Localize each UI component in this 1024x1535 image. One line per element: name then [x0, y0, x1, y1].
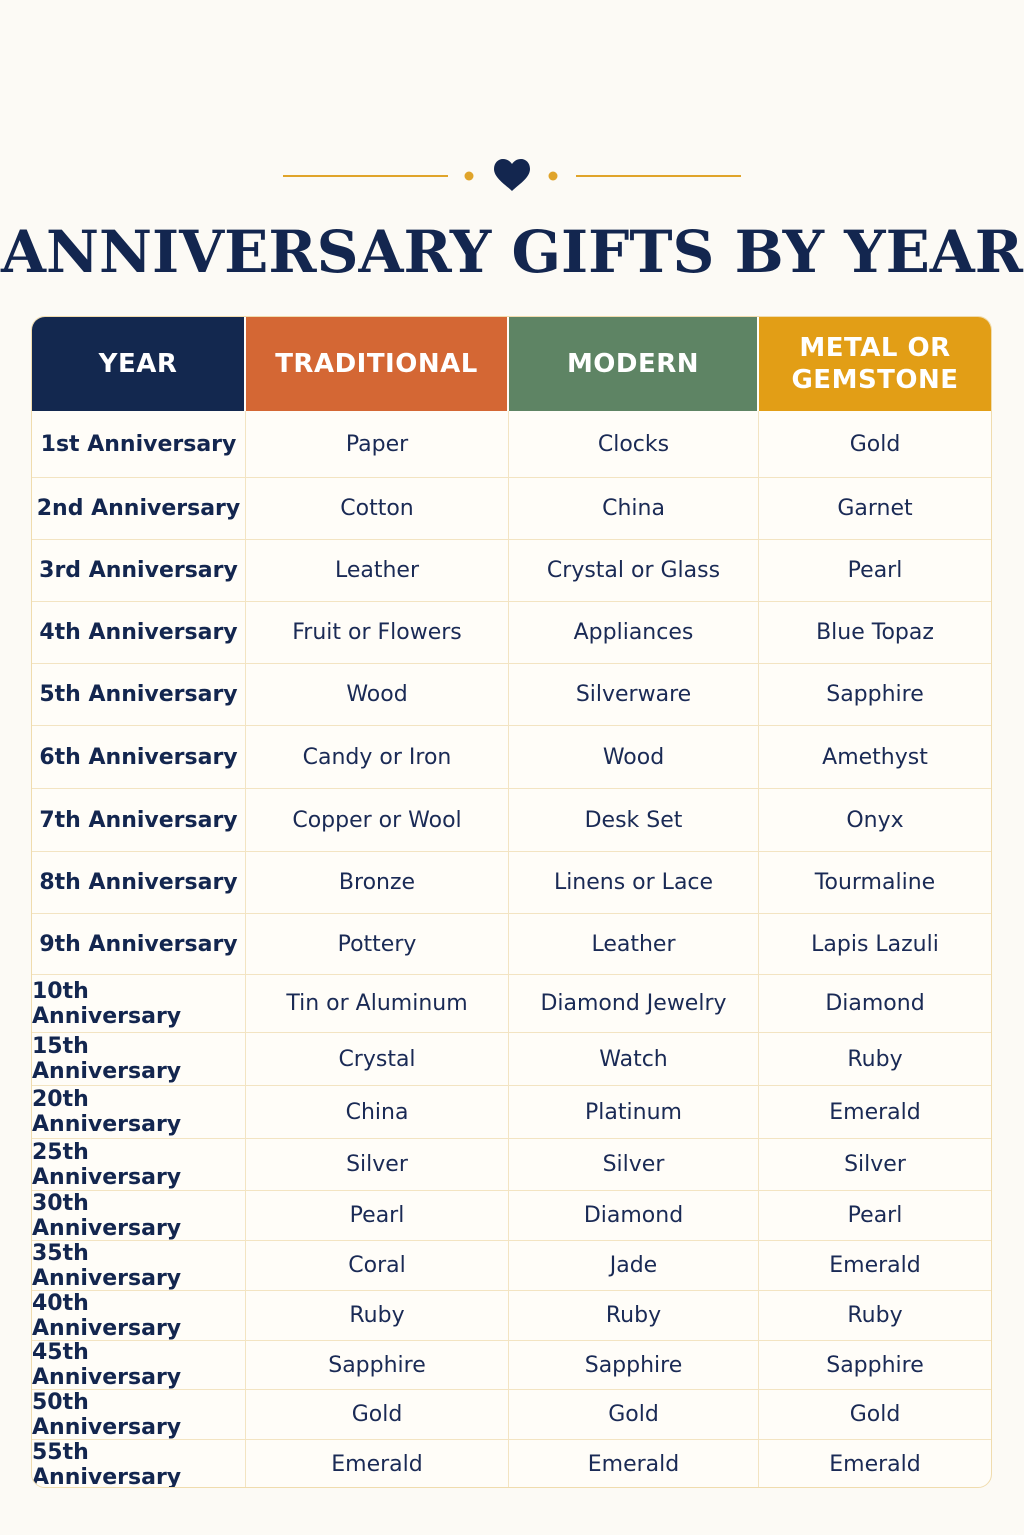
- metal-gemstone-cell: Garnet: [837, 496, 913, 521]
- traditional-cell: Sapphire: [246, 1341, 509, 1389]
- modern-cell: Gold: [509, 1390, 759, 1439]
- traditional-cell: Fruit or Flowers: [246, 602, 509, 663]
- modern-cell: Silver: [509, 1139, 759, 1190]
- year-cell: 5th Anniversary: [32, 664, 246, 725]
- modern-cell: Wood: [509, 726, 759, 788]
- year-cell: 9th Anniversary: [32, 914, 246, 974]
- title-ornament: [0, 150, 1024, 200]
- year-cell: 30th Anniversary: [32, 1191, 246, 1240]
- ornament-dot-left: [465, 172, 474, 181]
- year-cell: 6th Anniversary: [32, 726, 246, 788]
- traditional-cell: Leather: [246, 540, 509, 601]
- metal-gemstone-cell: Silver: [844, 1152, 906, 1177]
- header-year: YEAR: [32, 317, 246, 411]
- traditional-cell: Copper or Wool: [246, 789, 509, 851]
- traditional-cell: Gold: [246, 1390, 509, 1439]
- table-row: [32, 1085, 991, 1138]
- header-metal-gemstone-label: METAL OR GEMSTONE: [791, 333, 959, 395]
- metal-gemstone-cell: Lapis Lazuli: [811, 931, 939, 957]
- traditional-cell: Coral: [246, 1241, 509, 1290]
- metal-gemstone-cell: Onyx: [846, 807, 904, 833]
- modern-cell: Jade: [509, 1241, 759, 1290]
- modern-cell: China: [509, 478, 759, 539]
- table-row: [32, 1439, 991, 1488]
- table-row: [32, 1389, 991, 1439]
- modern-cell: Emerald: [509, 1440, 759, 1488]
- header-metal-gemstone: [759, 317, 991, 411]
- metal-gemstone-cell: Amethyst: [822, 744, 928, 770]
- modern-cell: Desk Set: [509, 789, 759, 851]
- table-body: [32, 411, 991, 1488]
- year-cell: 25th Anniversary: [32, 1139, 246, 1190]
- year-cell: 10th Anniversary: [32, 975, 246, 1032]
- year-cell: 55th Anniversary: [32, 1440, 246, 1488]
- metal-gemstone-cell: Diamond: [825, 991, 925, 1016]
- modern-cell: Ruby: [509, 1291, 759, 1340]
- metal-gemstone-cell: Emerald: [829, 1253, 921, 1278]
- metal-gemstone-cell: Gold: [849, 431, 901, 457]
- modern-cell: Diamond Jewelry: [509, 975, 759, 1032]
- header-modern: MODERN: [509, 317, 759, 411]
- year-cell: 2nd Anniversary: [32, 478, 246, 539]
- table-row: [32, 1138, 991, 1190]
- metal-gemstone-cell: Ruby: [847, 1303, 903, 1328]
- metal-gemstone-cell: Pearl: [847, 1203, 903, 1228]
- year-cell: 20th Anniversary: [32, 1086, 246, 1138]
- traditional-cell: Paper: [246, 411, 509, 477]
- traditional-cell: Tin or Aluminum: [246, 975, 509, 1032]
- metal-gemstone-cell: Sapphire: [826, 682, 924, 707]
- traditional-cell: China: [246, 1086, 509, 1138]
- table-row: [32, 1340, 991, 1389]
- table-row: [32, 1240, 991, 1290]
- modern-cell: Appliances: [509, 602, 759, 663]
- table-row: [32, 601, 991, 663]
- table-row: [32, 913, 991, 974]
- traditional-cell: Wood: [246, 664, 509, 725]
- metal-gemstone-cell: Gold: [849, 1402, 901, 1427]
- metal-gemstone-cell: Emerald: [829, 1452, 921, 1477]
- traditional-cell: Pearl: [246, 1191, 509, 1240]
- table-row: [32, 788, 991, 851]
- year-cell: 7th Anniversary: [32, 789, 246, 851]
- table-row: [32, 974, 991, 1032]
- table-row: [32, 1290, 991, 1340]
- modern-cell: Linens or Lace: [509, 852, 759, 913]
- year-cell: 40th Anniversary: [32, 1291, 246, 1340]
- ornament-dot-right: [549, 172, 558, 181]
- modern-cell: Watch: [509, 1033, 759, 1085]
- metal-gemstone-cell: Ruby: [847, 1046, 903, 1072]
- traditional-cell: Pottery: [246, 914, 509, 974]
- year-cell: 1st Anniversary: [32, 411, 246, 477]
- table-row: [32, 1032, 991, 1085]
- year-cell: 8th Anniversary: [32, 852, 246, 913]
- year-cell: 50th Anniversary: [32, 1390, 246, 1439]
- gifts-table: [31, 316, 992, 1488]
- modern-cell: Sapphire: [509, 1341, 759, 1389]
- table-header: [32, 317, 991, 411]
- table-row: [32, 411, 991, 477]
- year-cell: 35th Anniversary: [32, 1241, 246, 1290]
- table-row: [32, 1190, 991, 1240]
- traditional-cell: Silver: [246, 1139, 509, 1190]
- metal-gemstone-cell: Tourmaline: [814, 870, 936, 895]
- table-row: [32, 539, 991, 601]
- heart-icon: [494, 159, 530, 191]
- header-traditional: TRADITIONAL: [246, 317, 509, 411]
- year-cell: 45th Anniversary: [32, 1341, 246, 1389]
- traditional-cell: Emerald: [246, 1440, 509, 1488]
- modern-cell: Diamond: [509, 1191, 759, 1240]
- metal-gemstone-cell: Sapphire: [826, 1352, 924, 1378]
- modern-cell: Leather: [509, 914, 759, 974]
- page-title: ANNIVERSARY GIFTS BY YEAR: [1, 218, 1023, 286]
- year-cell: 4th Anniversary: [32, 602, 246, 663]
- traditional-cell: Ruby: [246, 1291, 509, 1340]
- metal-gemstone-cell: Emerald: [829, 1099, 921, 1125]
- year-cell: 3rd Anniversary: [32, 540, 246, 601]
- traditional-cell: Candy or Iron: [246, 726, 509, 788]
- year-cell: 15th Anniversary: [32, 1033, 246, 1085]
- traditional-cell: Bronze: [246, 852, 509, 913]
- table-row: [32, 851, 991, 913]
- modern-cell: Platinum: [509, 1086, 759, 1138]
- modern-cell: Crystal or Glass: [509, 540, 759, 601]
- modern-cell: Silverware: [509, 664, 759, 725]
- metal-gemstone-cell: Blue Topaz: [816, 620, 934, 645]
- traditional-cell: Cotton: [246, 478, 509, 539]
- traditional-cell: Crystal: [246, 1033, 509, 1085]
- table-row: [32, 663, 991, 725]
- table-row: [32, 725, 991, 788]
- metal-gemstone-cell: Pearl: [847, 558, 903, 583]
- table-row: [32, 477, 991, 539]
- modern-cell: Clocks: [509, 411, 759, 477]
